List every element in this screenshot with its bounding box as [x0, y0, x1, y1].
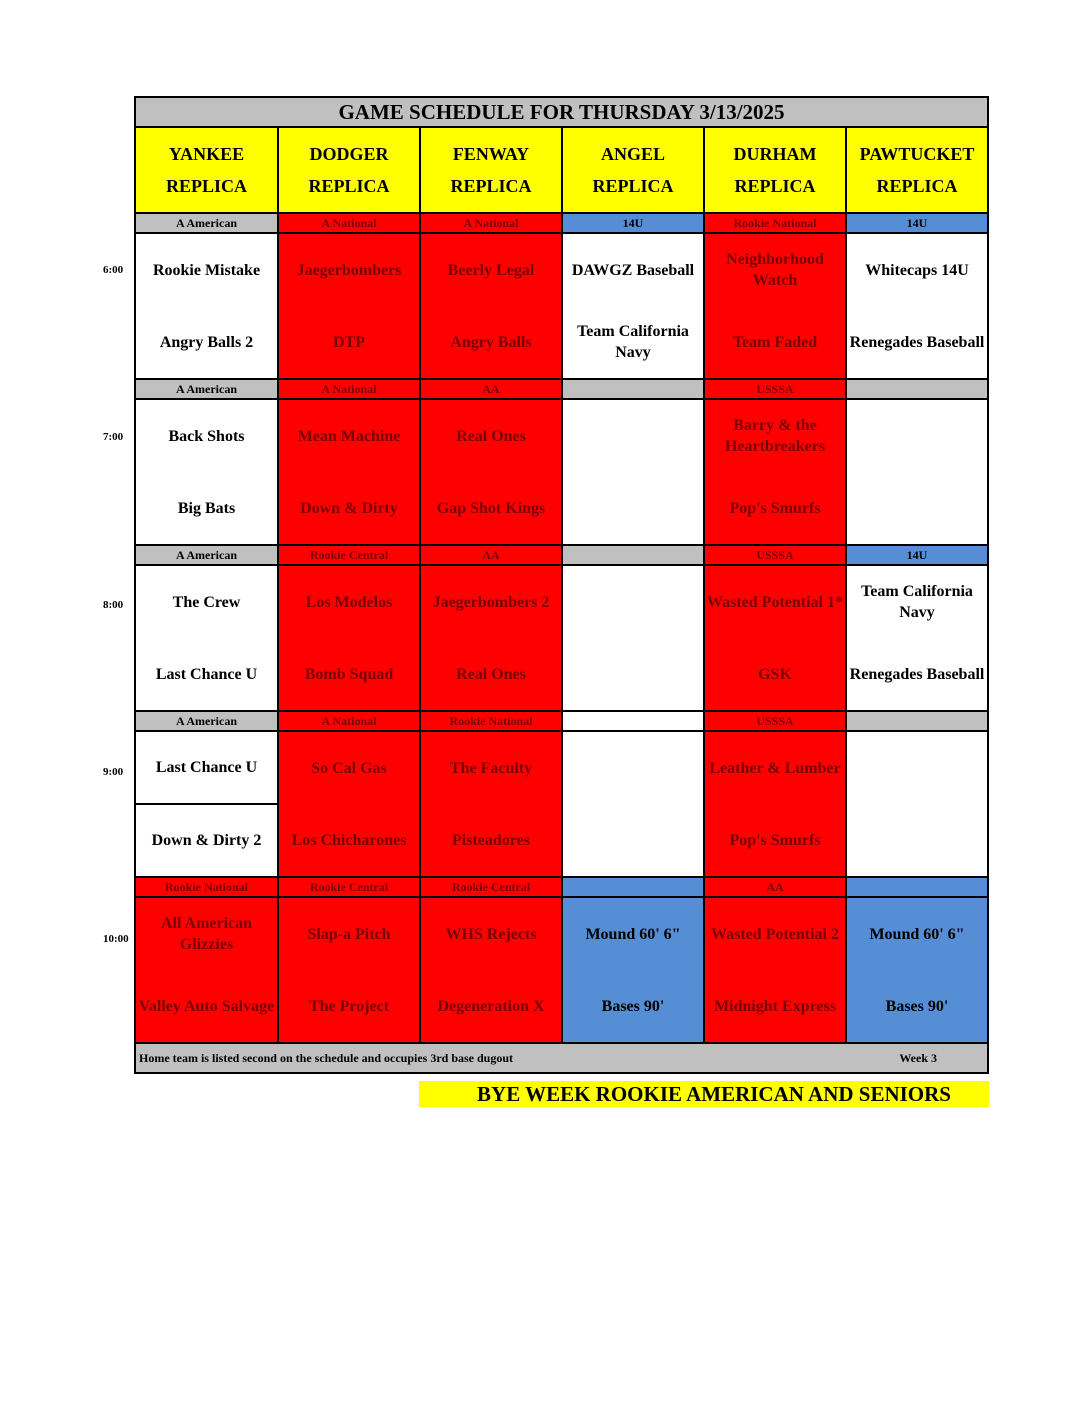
home-team: Pop's Smurfs: [729, 499, 821, 517]
home-team: Los Chicharones: [291, 831, 407, 849]
away-team: Mean Machine: [297, 427, 401, 445]
division-row: [136, 878, 987, 898]
home-team: Pop's Smurfs: [729, 831, 821, 849]
division-label: [847, 380, 987, 400]
division-label: A American: [136, 380, 279, 400]
division-label: [847, 878, 987, 898]
away-team: Wasted Potential 1*: [707, 593, 843, 611]
division-label: Rookie National: [705, 214, 847, 234]
division-label: A National: [279, 712, 421, 732]
away-team: [847, 400, 987, 472]
game-cell: [136, 234, 279, 380]
field-header: [847, 128, 987, 214]
away-team: Team California Navy: [861, 583, 973, 621]
division-label: Rookie National: [421, 712, 563, 732]
time-label: 9:00: [103, 766, 124, 778]
home-team: Bomb Squad: [304, 665, 394, 683]
game-cell: [421, 566, 563, 712]
game-cell: [136, 732, 279, 878]
home-team: Pisteadores: [452, 831, 530, 849]
away-team: [847, 732, 987, 804]
game-cell: [136, 566, 279, 712]
home-team: [563, 804, 703, 876]
time-label: 6:00: [103, 264, 124, 276]
field-name: FENWAY: [452, 144, 530, 164]
home-team: Big Bats: [177, 499, 236, 517]
home-team: Valley Auto Salvage: [138, 997, 275, 1015]
field-header: [421, 128, 563, 214]
division-label: AA: [421, 380, 563, 400]
field-name: DODGER: [309, 144, 389, 164]
away-team: Back Shots: [168, 427, 245, 445]
game-cell: [563, 898, 705, 1044]
division-label: A American: [136, 214, 279, 234]
time-label: 10:00: [103, 933, 129, 945]
game-cell: [705, 566, 847, 712]
away-team: The Faculty: [449, 759, 533, 777]
division-label: Rookie Central: [279, 546, 421, 566]
field-type: REPLICA: [450, 176, 532, 196]
away-team: Wasted Potential 2: [711, 925, 839, 943]
home-team: [563, 472, 703, 544]
home-team: [563, 638, 703, 710]
time-label: 7:00: [103, 431, 124, 443]
division-label: [563, 878, 705, 898]
division-label: [563, 546, 705, 566]
away-team: Jaegerbombers: [296, 261, 402, 279]
away-team: Jaegerbombers 2: [432, 593, 550, 611]
division-label: A American: [136, 712, 279, 732]
away-team: So Cal Gas: [311, 759, 387, 777]
away-team: [563, 732, 703, 804]
game-cell: [279, 732, 421, 878]
field-type: REPLICA: [734, 176, 816, 196]
game-cell: [705, 400, 847, 546]
division-label: A National: [279, 380, 421, 400]
home-team: GSK: [758, 665, 792, 683]
field-name: YANKEE: [168, 144, 245, 164]
division-label: 14U: [847, 546, 987, 566]
away-team: Beerly Legal: [447, 261, 535, 279]
division-label: Rookie Central: [279, 878, 421, 898]
division-label: USSSA: [705, 380, 847, 400]
time-label: 8:00: [103, 599, 124, 611]
game-cell: [705, 898, 847, 1044]
home-team: Down & Dirty: [300, 499, 398, 517]
away-team: Slap-a Pitch: [307, 925, 391, 943]
game-row: [136, 400, 987, 546]
away-team: Leather & Lumber: [709, 759, 841, 777]
home-team: Degeneration X: [437, 997, 545, 1015]
home-team: Down & Dirty 2: [136, 803, 277, 876]
home-team: [847, 804, 987, 876]
away-team: Neighborhood Watch: [726, 251, 824, 289]
home-team: Renegades Baseball: [849, 333, 985, 351]
home-team: Midnight Express: [714, 997, 836, 1015]
game-cell: [421, 400, 563, 546]
game-cell: [279, 234, 421, 380]
division-label: [563, 712, 705, 732]
game-cell: [847, 234, 987, 380]
game-cell: [705, 234, 847, 380]
schedule-footer: [136, 1044, 987, 1072]
home-team: The Project: [308, 997, 390, 1015]
field-name: PAWTUCKET: [859, 144, 975, 164]
away-team: Mound 60' 6": [869, 925, 965, 943]
schedule-sheet: [134, 96, 989, 1074]
game-cell: [136, 898, 279, 1044]
game-cell: [279, 898, 421, 1044]
field-name: ANGEL: [600, 144, 665, 164]
game-cell: [563, 566, 705, 712]
time-slots: [136, 214, 987, 1044]
division-label: AA: [421, 546, 563, 566]
division-label: [563, 380, 705, 400]
field-type: REPLICA: [165, 176, 247, 196]
home-team-note: Home team is listed second on the schedule and occupies 3rd base dugout: [139, 1050, 514, 1065]
game-cell: [705, 732, 847, 878]
game-row: [136, 898, 987, 1044]
game-row: [136, 566, 987, 712]
home-team: Renegades Baseball: [849, 665, 985, 683]
division-label: 14U: [847, 214, 987, 234]
division-label: A National: [279, 214, 421, 234]
field-header: [279, 128, 421, 214]
game-row: [136, 234, 987, 380]
field-header: [705, 128, 847, 214]
home-team: Team Faded: [732, 333, 818, 351]
away-team: WHS Rejects: [445, 925, 537, 943]
division-label: A American: [136, 546, 279, 566]
division-label: AA: [705, 878, 847, 898]
away-team: All American Glizzies: [160, 915, 253, 953]
game-cell: [279, 566, 421, 712]
game-cell: [421, 732, 563, 878]
field-header: [136, 128, 279, 214]
game-cell: [847, 566, 987, 712]
away-team: The Crew: [172, 593, 241, 611]
division-row: [136, 546, 987, 566]
home-team: DTP: [333, 333, 365, 351]
home-team: Angry Balls 2: [159, 333, 254, 351]
bye-week-banner: BYE WEEK ROOKIE AMERICAN AND SENIORS: [419, 1081, 989, 1107]
away-team: DAWGZ Baseball: [571, 261, 695, 279]
away-team: Mound 60' 6": [585, 925, 681, 943]
game-cell: [563, 400, 705, 546]
division-label: [847, 712, 987, 732]
away-team: Barry & the Heartbreakers: [724, 417, 826, 455]
away-team: [563, 400, 703, 472]
division-label: Rookie National: [136, 878, 279, 898]
game-cell: [279, 400, 421, 546]
field-type: REPLICA: [592, 176, 674, 196]
division-row: [136, 712, 987, 732]
home-team: Bases 90': [601, 997, 665, 1015]
division-row: [136, 380, 987, 400]
home-team: Real Ones: [456, 665, 526, 683]
division-label: 14U: [563, 214, 705, 234]
field-header-row: [136, 128, 987, 214]
division-label: A National: [421, 214, 563, 234]
home-team: Last Chance U: [155, 665, 258, 683]
away-team: [563, 566, 703, 638]
game-cell: [847, 732, 987, 878]
home-team: Gap Shot Kings: [436, 499, 546, 517]
away-team: Last Chance U: [155, 759, 258, 776]
away-team: Rookie Mistake: [152, 261, 261, 279]
schedule-title: GAME SCHEDULE FOR THURSDAY 3/13/2025: [136, 98, 987, 128]
division-row: [136, 214, 987, 234]
game-row: [136, 732, 987, 878]
game-cell: [847, 898, 987, 1044]
game-cell: [847, 400, 987, 546]
field-type: REPLICA: [308, 176, 390, 196]
field-header: [563, 128, 705, 214]
game-cell: [421, 898, 563, 1044]
division-label: Rookie Central: [421, 878, 563, 898]
game-cell: [563, 234, 705, 380]
home-team: Angry Balls: [450, 333, 532, 351]
game-cell: [136, 400, 279, 546]
division-label: USSSA: [705, 546, 847, 566]
away-team: Whitecaps 14U: [865, 261, 969, 279]
division-label: USSSA: [705, 712, 847, 732]
away-team: Los Modelos: [305, 593, 393, 611]
away-team: Real Ones: [456, 427, 526, 445]
home-team: Team California Navy: [577, 323, 689, 361]
game-cell: [421, 234, 563, 380]
week-label: Week 3: [899, 1050, 937, 1065]
field-name: DURHAM: [733, 144, 817, 164]
home-team: Bases 90': [885, 997, 949, 1015]
game-cell: [563, 732, 705, 878]
field-type: REPLICA: [876, 176, 958, 196]
home-team: [847, 472, 987, 544]
